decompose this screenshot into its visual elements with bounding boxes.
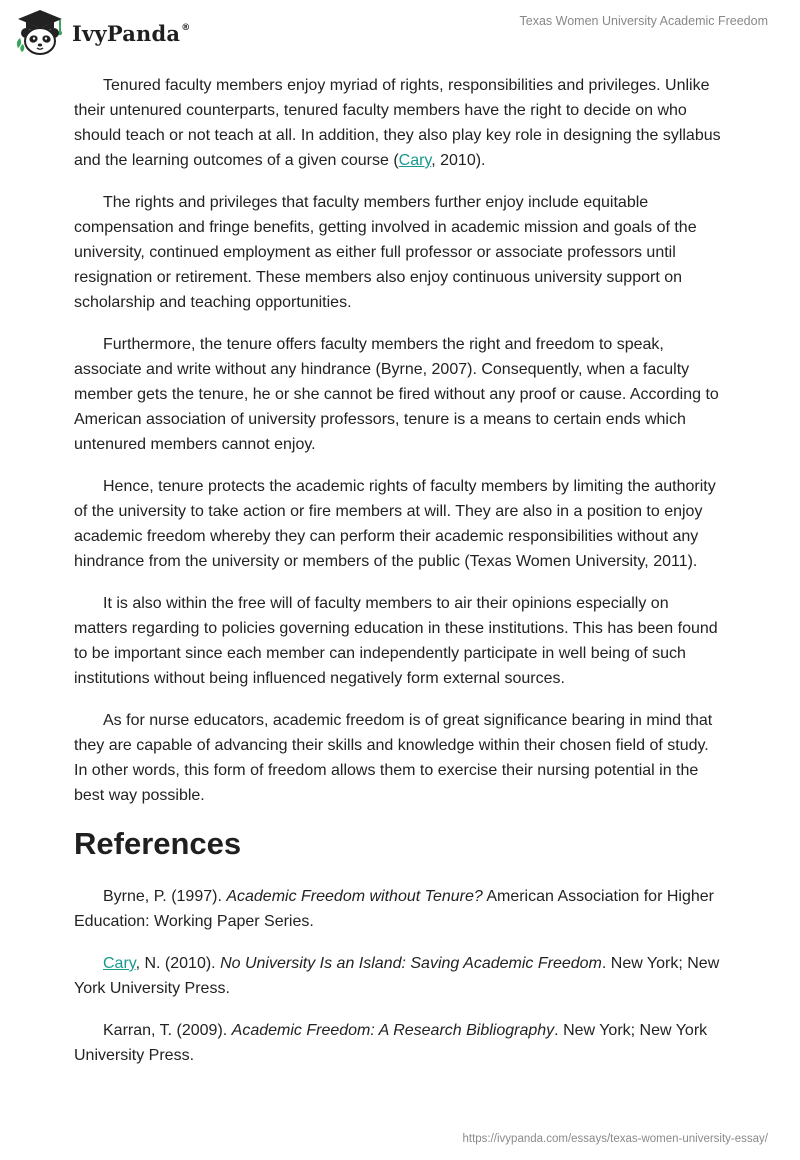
essay-body — [74, 73, 726, 1085]
reference-link-cary[interactable]: Cary — [103, 955, 136, 972]
paragraph-1: Tenured faculty members enjoy myriad of rights, responsibilities and privileges. Unlike their untenured counterparts, tenured faculty members have the right to decide on who should teach or not teach at all. In addition, they also play key role in designing the syllabus and the learning outcomes of a given course (Cary, 2010). — [74, 77, 721, 169]
logo-wordmark: IvyPanda® — [72, 20, 191, 46]
paragraph-5: It is also within the free will of faculty members to air their opinions especially on matters regarding to policies governing education in these institutions. This has been found to be important since each member can independently participate in well being of such institutions without being influenced negatively form external sources. — [74, 595, 718, 687]
reference-item: Karran, T. (2009). Academic Freedom: A Research Bibliography. New York; New York University Press. — [74, 1022, 708, 1064]
page-header — [0, 0, 800, 60]
paragraph-4: Hence, tenure protects the academic rights of faculty members by limiting the authority of the university to take action or fire members at will. They are also in a position to enjoy academic freedom whereby they can perform their academic responsibilities without any hindrance from the university or members of the public (Texas Women University, 2011). — [74, 478, 716, 570]
panda-logo-icon — [14, 8, 66, 56]
reference-item: Byrne, P. (1997). Academic Freedom without Tenure? American Association for Higher Education: Working Paper Series. — [74, 888, 714, 930]
paragraph-6: As for nurse educators, academic freedom is of great significance bearing in mind that they are capable of advancing their skills and knowledge within their chosen field of study. In other words, this form of freedom allows them to exercise their nursing potential in the best way possible. — [74, 712, 713, 804]
source-url[interactable]: https://ivypanda.com/essays/texas-women-university-essay/ — [462, 1133, 768, 1145]
document-title: Texas Women University Academic Freedom — [519, 14, 768, 28]
paragraph-2: The rights and privileges that faculty members further enjoy include equitable compensation and fringe benefits, getting involved in academic mission and goals of the university, continued employment as either full professor or associate professors until resignation or retirement. These members also enjoy continuous university support on scholarship and teaching opportunities. — [74, 194, 697, 311]
citation-link-cary[interactable]: Cary — [398, 152, 432, 169]
references-heading: References — [74, 826, 242, 861]
ivypanda-logo[interactable] — [14, 8, 190, 56]
paragraph-3: Furthermore, the tenure offers faculty members the right and freedom to speak, associate and write without any hindrance (Byrne, 2007). Consequently, when a faculty member gets the tenure, he or she cannot be fired without any proof or cause. According to American association of university professors, tenure is a means to certain ends which untenured members cannot enjoy. — [74, 336, 719, 453]
reference-item: Cary, N. (2010). No University Is an Island: Saving Academic Freedom. New York; New York University Press. — [74, 955, 720, 997]
